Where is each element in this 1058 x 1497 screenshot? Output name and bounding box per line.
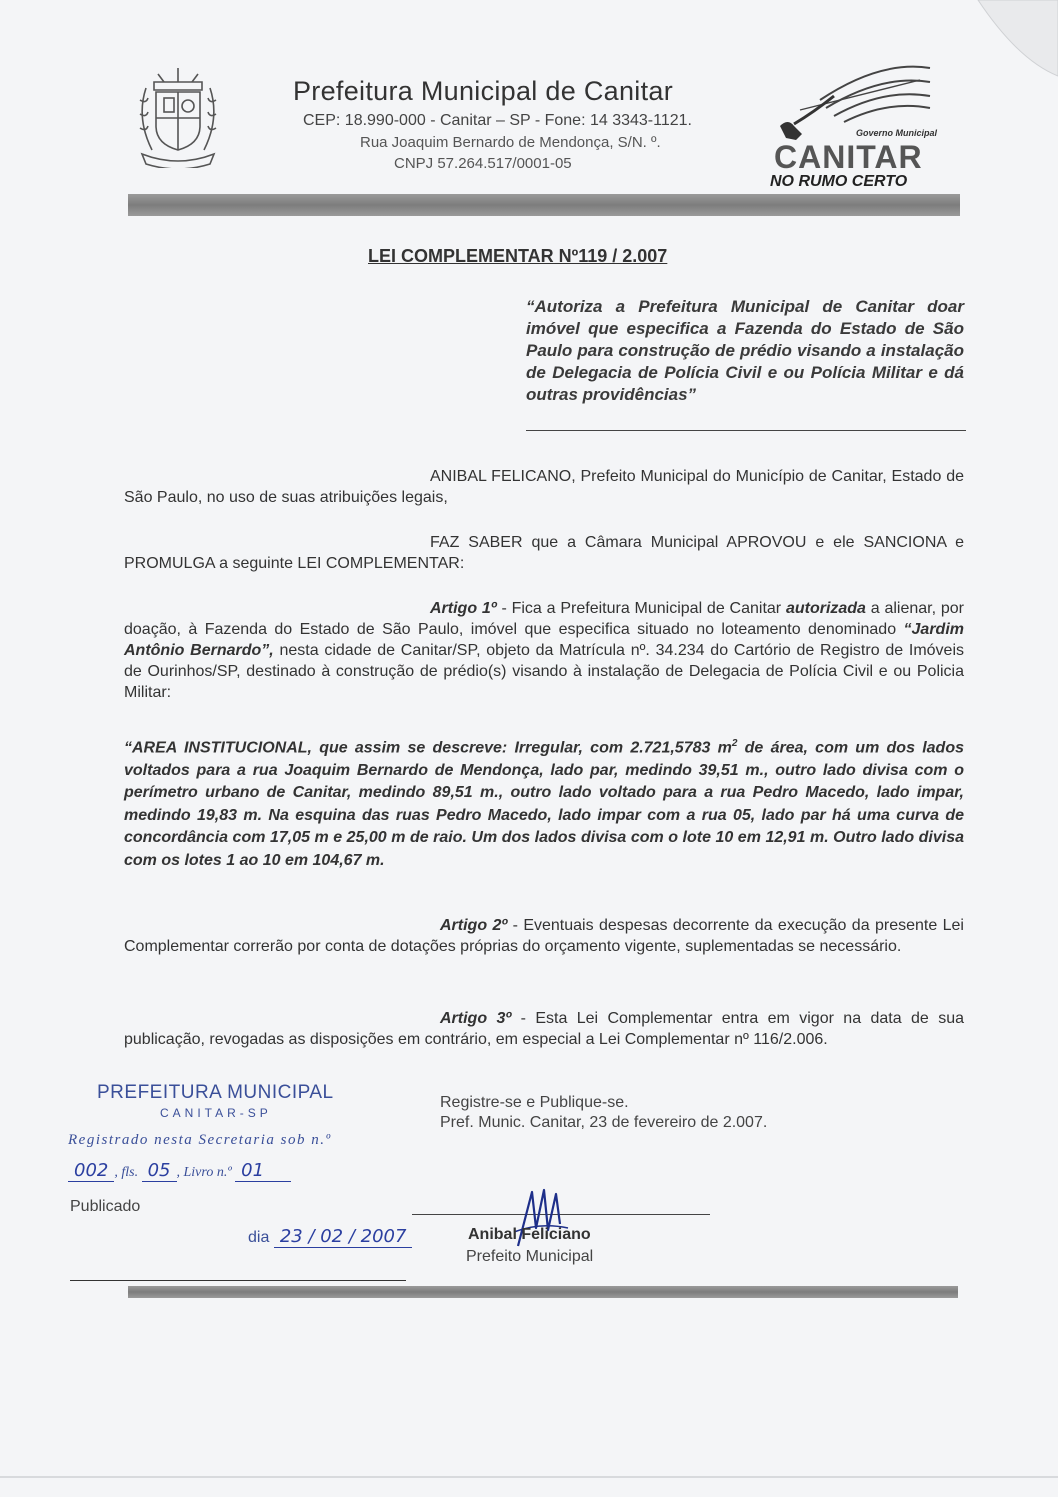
- article-1-text-a: - Fica a Prefeitura Municipal de Canitar: [496, 600, 786, 617]
- law-summary: “Autoriza a Prefeitura Municipal de Canitar doar imóvel que especifica a Fazenda do Estado de São Paulo para construção de prédio visando a instalação de Delegacia de Polícia Civil e ou Polícia Militar e dá outras providências”: [526, 297, 964, 404]
- faz-saber-text: FAZ SABER que a Câmara Municipal APROVOU e ele SANCIONA e PROMULGA a seguinte LEI COMPLEMENTAR:: [124, 534, 964, 572]
- stamp-registered-label: Registrado nesta Secretaria sob n.º: [68, 1132, 332, 1148]
- stamp-date: 23 / 02 / 2007: [274, 1226, 413, 1248]
- area-description-b: de área, com um dos lados voltados para a rua Joaquim Bernardo de Mendonça, lado par, medindo 39,51 m., outro lado divisa com o perímetro urbano de Canitar, medindo 89,51 m., outro lado voltado para a rua Pedro Macedo, lado impar, medindo 19,83 m. Na esquina das ruas Pedro Macedo, lado impar com a rua 05, lado par há uma curva de concordância com 17,05 m e 25,00 m de raio. Um dos lados divisa com o lote 10 em 12,91 m. Outro lado divisa com os lotes 1 ao 10 em 104,67 m.: [124, 739, 965, 869]
- article-1-emphasis-authorized: autorizada: [785, 600, 866, 617]
- signer-name: Anibal Feliciano: [468, 1226, 591, 1243]
- stamp-registration-row: [68, 1160, 291, 1182]
- header-divider-band: [128, 194, 960, 216]
- article-2-text: - Eventuais despesas decorrente da execução da presente Lei Complementar correrão por conta de dotações próprias do orçamento vigente, suplementadas se necessário.: [124, 917, 964, 955]
- header-address-street: Rua Joaquim Bernardo de Mendonça, S/N. º.: [360, 134, 661, 151]
- stamp-rule: [70, 1280, 406, 1281]
- canitar-logo: [760, 60, 960, 190]
- stamp-number: 002: [68, 1160, 114, 1182]
- article-3: [124, 1008, 964, 1050]
- article-1-emphasis-subdivision: “Jardim Antônio Bernardo”,: [124, 621, 964, 659]
- faz-saber-paragraph: [124, 532, 964, 574]
- stamp-livro-label: , Livro n.º: [176, 1165, 232, 1180]
- signer-role: Prefeito Municipal: [466, 1248, 594, 1265]
- municipal-crest-icon: [132, 60, 224, 168]
- article-2: [124, 915, 964, 957]
- logo-small-caption: Governo Municipal: [856, 128, 938, 138]
- logo-slogan: NO RUMO CERTO: [770, 173, 908, 190]
- article-1-text-b: a alienar, por doação, à Fazenda do Estado de São Paulo, imóvel que especifica situado no loteamento denominado: [124, 600, 965, 638]
- page-fold-corner: [948, 0, 1058, 80]
- intro-paragraph: [124, 466, 964, 508]
- article-2-label: Artigo 2º: [440, 917, 508, 934]
- area-description-a: “AREA INSTITUCIONAL, que assim se descreve: Irregular, com 2.721,5783 m: [124, 739, 732, 757]
- footer-divider-band: [128, 1286, 958, 1298]
- stamp-fls-label: , fls.: [114, 1165, 139, 1180]
- stamp-date-label: dia: [248, 1229, 270, 1246]
- area-description: [124, 733, 964, 872]
- header-title: Prefeitura Municipal de Canitar: [293, 76, 673, 106]
- register-publish-line: Registre-se e Publique-se.: [440, 1094, 629, 1111]
- stamp-published-label: Publicado: [70, 1198, 141, 1215]
- summary-underline: [526, 430, 966, 431]
- intro-text: ANIBAL FELICANO, Prefeito Municipal do Município de Canitar, Estado de São Paulo, no uso de suas atribuições legais,: [124, 468, 964, 506]
- area-superscript: 2: [731, 738, 738, 749]
- article-1: [124, 598, 964, 703]
- logo-brand: CANITAR: [774, 139, 923, 175]
- stamp-title: PREFEITURA MUNICIPAL: [97, 1082, 334, 1103]
- article-1-label: Artigo 1º: [430, 600, 497, 617]
- page-bottom-edge: [0, 1476, 1058, 1478]
- article-3-label: Artigo 3º: [440, 1010, 512, 1027]
- stamp-livro: 01: [235, 1160, 291, 1182]
- law-title: LEI COMPLEMENTAR Nº119 / 2.007: [368, 246, 668, 266]
- header-cnpj: CNPJ 57.264.517/0001-05: [394, 155, 572, 172]
- stamp-subtitle: CANITAR-SP: [160, 1106, 272, 1120]
- article-3-text: - Esta Lei Complementar entra em vigor na data de sua publicação, revogadas as disposições em contrário, em especial a Lei Complementar nº 116/2.006.: [124, 1010, 964, 1048]
- header-address-cep: CEP: 18.990-000 - Canitar – SP - Fone: 14 3343-1121.: [303, 112, 692, 129]
- place-date-line: Pref. Munic. Canitar, 23 de fevereiro de 2.007.: [440, 1114, 768, 1131]
- stamp-fls: 05: [142, 1160, 177, 1182]
- article-1-text-c: nesta cidade de Canitar/SP, objeto da Matrícula nº. 34.234 do Cartório de Registro de Imóveis de Ourinhos/SP, destinado à construção de prédio(s) visando à instalação de Delegacia de Polícia Civil e ou Policia Militar:: [124, 642, 965, 701]
- stamp-date-row: [248, 1226, 412, 1248]
